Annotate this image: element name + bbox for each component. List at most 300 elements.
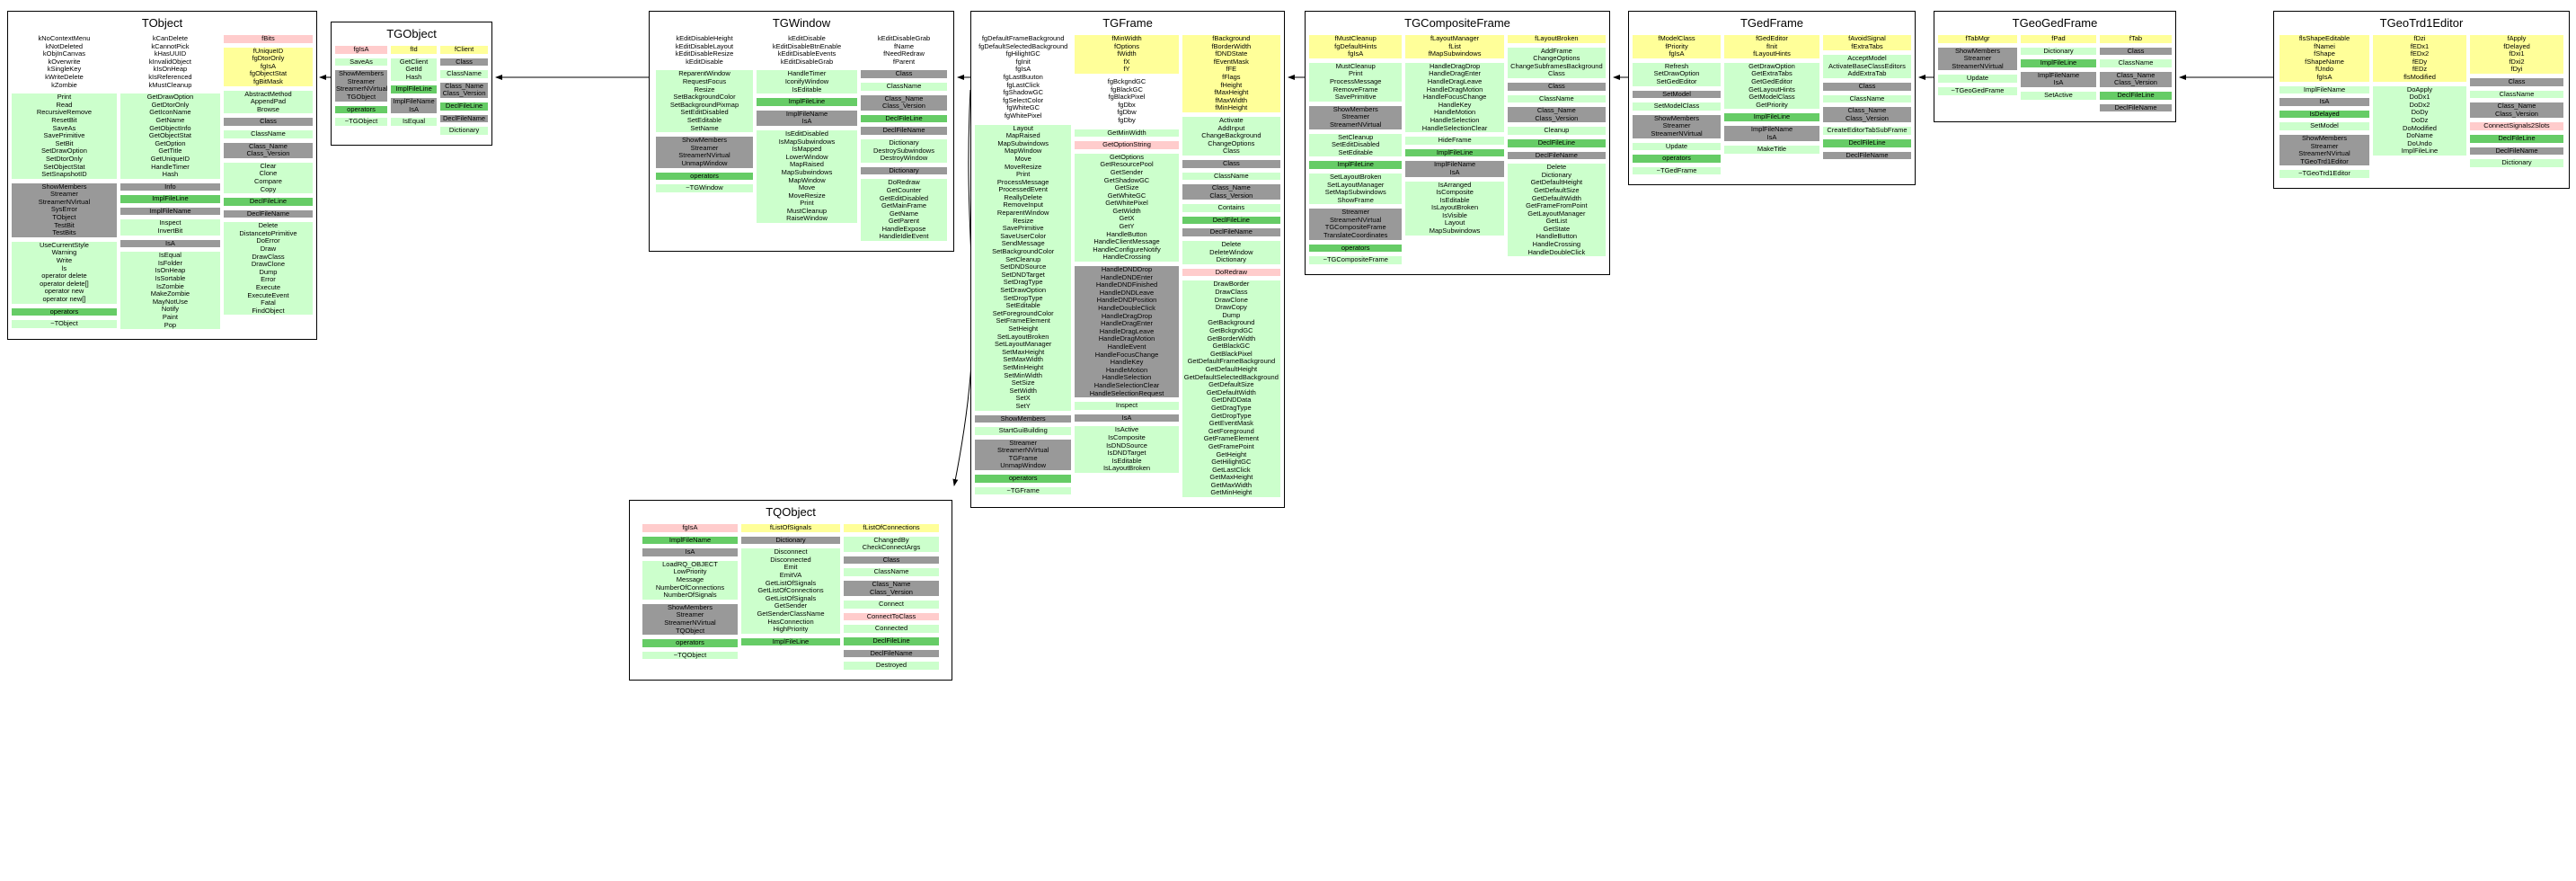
member-item[interactable]: IsVisible <box>1442 210 1467 219</box>
member-item[interactable]: SetDrawOption <box>41 147 87 156</box>
member-item[interactable]: HandleDragMotion <box>1098 334 1155 343</box>
member-item[interactable]: RemoveInput <box>1003 200 1043 209</box>
member-item[interactable]: TGFrame <box>1008 453 1038 462</box>
member-item[interactable]: Refresh <box>1664 61 1689 70</box>
member-item[interactable]: Class <box>1222 158 1240 167</box>
member-item[interactable]: MoveResize <box>788 191 826 200</box>
member-item[interactable]: HandleSelection <box>1102 373 1152 382</box>
member-item[interactable]: ImplFileLine <box>395 85 432 93</box>
member-item[interactable]: fgIsA <box>682 523 698 531</box>
member-item[interactable]: DrawClass <box>252 252 285 261</box>
member-item[interactable]: Class_Name <box>1536 106 1576 115</box>
member-item[interactable]: GetWhiteGC <box>1107 191 1146 200</box>
member-item[interactable]: kCannotPick <box>151 41 190 50</box>
member-item[interactable]: ImplFileLine <box>1753 112 1791 121</box>
member-item[interactable]: SetMapSubwindows <box>1324 188 1386 197</box>
member-item[interactable]: SaveAs <box>350 57 373 66</box>
class-box-tgedframe[interactable] <box>1628 11 1916 185</box>
member-item[interactable]: Compare <box>254 176 282 185</box>
member-item[interactable]: Write <box>56 256 73 265</box>
member-item[interactable]: Notify <box>161 305 179 314</box>
member-item[interactable]: Inspect <box>1115 401 1138 410</box>
member-item[interactable]: Fatal <box>261 298 276 307</box>
member-item[interactable]: IsA <box>2053 78 2064 87</box>
member-item[interactable]: ~TGWindow <box>686 183 723 192</box>
member-item[interactable]: MakeTitle <box>1757 145 1787 154</box>
member-item[interactable]: IsA <box>685 547 695 556</box>
member-item[interactable]: GetDefaultHeight <box>1205 364 1258 373</box>
member-item[interactable]: Streamer <box>1662 121 1691 130</box>
member-item[interactable]: ImplFileName <box>2037 70 2080 79</box>
member-item[interactable]: ls <box>61 263 67 272</box>
member-item[interactable]: GetFrameFromPoint <box>1526 201 1588 210</box>
member-item[interactable]: kEditDisableResize <box>675 49 734 58</box>
member-item[interactable]: DrawBorder <box>1213 280 1250 289</box>
member-item[interactable]: kSingleKey <box>47 65 82 74</box>
member-item[interactable]: fgWhitePixel <box>1004 111 1042 120</box>
member-item[interactable]: fExtraTabs <box>1851 41 1883 50</box>
member-item[interactable]: fEDy <box>2412 57 2428 66</box>
member-item[interactable]: DoRedraw <box>888 178 920 187</box>
member-item[interactable]: DeclFileLine <box>885 113 923 122</box>
member-item[interactable]: Class_Version <box>246 149 290 158</box>
member-item[interactable]: IsLayoutBroken <box>1431 203 1479 212</box>
member-item[interactable]: fParent <box>892 57 916 66</box>
member-item[interactable]: GetDefaultHeight <box>1530 178 1583 187</box>
member-item[interactable]: GetMaxHeight <box>1209 473 1253 482</box>
member-item[interactable]: fId <box>410 45 418 53</box>
member-item[interactable]: IsEqual <box>158 251 181 260</box>
member-item[interactable]: kInvalidObject <box>148 57 191 66</box>
member-item[interactable]: DeclFileName <box>1209 227 1253 236</box>
member-item[interactable]: fListOfSignals <box>769 523 812 531</box>
member-item[interactable]: DestroySubwindows <box>873 146 934 155</box>
member-item[interactable]: ImplFileName <box>1433 160 1476 169</box>
member-item[interactable]: SetY <box>1015 401 1031 410</box>
member-item[interactable]: GetOptions <box>1110 152 1144 161</box>
member-item[interactable]: SetBackgroundColor <box>673 93 736 102</box>
member-item[interactable]: TGCompositeFrame <box>1324 223 1386 232</box>
member-item[interactable]: Class <box>882 555 900 564</box>
member-item[interactable]: ChangeBackground <box>1201 131 1261 140</box>
member-item[interactable]: ImplFileName <box>393 96 435 105</box>
member-item[interactable]: ~TGObject <box>344 117 378 126</box>
member-item[interactable]: Streamer <box>1009 438 1038 447</box>
member-item[interactable]: MakeZombie <box>150 289 190 298</box>
member-item[interactable]: operators <box>676 638 704 647</box>
member-item[interactable]: fMapSubwindows <box>1428 49 1482 58</box>
member-item[interactable]: SavePrimitive <box>1002 224 1044 233</box>
member-item[interactable]: UnmapWindow <box>681 158 728 167</box>
member-item[interactable]: DoDz <box>2411 115 2429 124</box>
member-item[interactable]: ~TObject <box>50 319 78 328</box>
member-item[interactable]: ~TGFrame <box>1006 485 1040 494</box>
member-item[interactable]: ConnectSignals2Slots <box>2483 121 2550 130</box>
member-item[interactable]: kWriteDelete <box>45 72 84 81</box>
member-item[interactable]: MustCleanup <box>786 206 828 215</box>
member-item[interactable]: Dictionary <box>1541 170 1572 179</box>
member-item[interactable]: HandleConfigureNotify <box>1093 245 1161 254</box>
member-item[interactable]: fMinWidth <box>1111 34 1142 42</box>
member-item[interactable]: Class <box>1547 81 1565 90</box>
member-item[interactable]: DeclFileLine <box>445 101 483 110</box>
member-item[interactable]: GetForeground <box>1208 426 1254 435</box>
member-item[interactable]: ClassName <box>1538 93 1574 102</box>
member-item[interactable]: GetId <box>405 65 422 74</box>
member-item[interactable]: ImplFileLine <box>788 97 826 106</box>
member-item[interactable]: IsFolder <box>157 258 182 267</box>
member-item[interactable]: DeclFileLine <box>1848 138 1886 147</box>
member-item[interactable]: GetEventMask <box>1208 419 1253 428</box>
member-item[interactable]: operators <box>347 104 376 113</box>
member-item[interactable]: fTab <box>2129 34 2143 42</box>
member-item[interactable]: ReparentWindow <box>678 69 730 78</box>
member-item[interactable]: GetMinWidth <box>1107 128 1146 137</box>
member-item[interactable]: DoModified <box>2403 123 2437 132</box>
member-item[interactable]: SaveUserColor <box>1000 231 1047 240</box>
member-item[interactable]: GetSize <box>1114 183 1139 192</box>
member-item[interactable]: HandleMotion <box>1105 365 1148 374</box>
member-item[interactable]: HandleMotion <box>1433 108 1476 117</box>
member-item[interactable]: DeclFileName <box>1846 150 1889 159</box>
member-item[interactable]: fOptions <box>1114 41 1139 50</box>
class-box-tgwindow[interactable] <box>649 11 954 252</box>
member-item[interactable]: DeclFileLine <box>1212 215 1250 224</box>
member-item[interactable]: kEditDisable <box>686 57 723 66</box>
member-item[interactable]: GetMinHeight <box>1210 488 1253 497</box>
member-item[interactable]: GetWhitePixel <box>1105 199 1148 208</box>
member-item[interactable]: ShowMembers <box>1654 113 1700 122</box>
member-item[interactable]: ProcessMessage <box>1329 76 1382 85</box>
member-item[interactable]: DeleteWindow <box>1209 247 1253 256</box>
member-item[interactable]: GetDefaultSize <box>1208 380 1254 389</box>
member-item[interactable]: IsDelayed <box>2309 109 2340 118</box>
member-item[interactable]: UnmapWindow <box>1000 461 1047 470</box>
member-item[interactable]: Print <box>1349 69 1363 78</box>
member-item[interactable]: GetWidth <box>1112 206 1141 215</box>
member-item[interactable]: Layout <box>1013 123 1033 132</box>
member-item[interactable]: IsA <box>801 117 812 126</box>
member-item[interactable]: kEditDisableBtnEnable <box>772 41 842 50</box>
member-item[interactable]: operators <box>1662 154 1691 163</box>
member-item[interactable]: GetSenderClassName <box>757 609 825 618</box>
member-item[interactable]: Class_Version <box>870 587 913 596</box>
member-item[interactable]: kEditDisableEvents <box>777 49 837 58</box>
member-item[interactable]: MapRaised <box>1005 131 1040 140</box>
member-item[interactable]: TGeoTrd1Editor <box>2300 156 2349 165</box>
member-item[interactable]: fPriority <box>1665 41 1688 50</box>
member-item[interactable]: GetFramePoint <box>1208 441 1254 450</box>
member-item[interactable]: fgSelectColor <box>1003 95 1044 104</box>
member-item[interactable]: fHeight <box>1220 80 1243 89</box>
member-item[interactable]: MayNotUse <box>152 297 188 306</box>
member-item[interactable]: ~TGCompositeFrame <box>1323 255 1388 264</box>
member-item[interactable]: kObjInCanvas <box>42 49 86 58</box>
member-item[interactable]: SetSize <box>1011 378 1035 387</box>
member-item[interactable]: SetBit <box>55 138 74 147</box>
member-item[interactable]: Class_Name <box>1211 183 1251 192</box>
member-item[interactable]: IsDNDSource <box>1106 440 1147 449</box>
member-item[interactable]: SetGedEditor <box>1656 76 1697 85</box>
member-item[interactable]: GetBorderWidth <box>1207 334 1256 343</box>
member-item[interactable]: Destroyed <box>875 661 907 670</box>
member-item[interactable]: SetEditDisabled <box>1332 140 1380 149</box>
member-item[interactable]: HandleSelectionClear <box>1093 380 1160 389</box>
member-item[interactable]: TGObject <box>346 92 376 101</box>
member-item[interactable]: Emit <box>783 563 798 572</box>
member-item[interactable]: fList <box>1448 41 1461 50</box>
member-item[interactable]: IsMapSubwindows <box>778 137 836 146</box>
member-item[interactable]: HandleSelectionRequest <box>1089 388 1164 397</box>
member-item[interactable]: SetMaxWidth <box>1003 355 1043 364</box>
member-item[interactable]: Dictionary <box>889 165 919 174</box>
member-item[interactable]: fBackground <box>1212 34 1251 42</box>
member-item[interactable]: fgWhiteGC <box>1006 103 1040 112</box>
member-item[interactable]: Class <box>1858 81 1876 90</box>
member-item[interactable]: fInit <box>1766 41 1778 50</box>
member-item[interactable]: Class <box>2508 76 2526 85</box>
member-item[interactable]: GetTitle <box>158 147 182 156</box>
member-item[interactable]: IsSortable <box>155 274 186 283</box>
member-item[interactable]: fName <box>893 41 915 50</box>
member-item[interactable]: fWidth <box>1117 49 1137 58</box>
member-item[interactable]: fgIsA <box>1015 65 1031 74</box>
member-item[interactable]: IsEditable <box>792 85 822 93</box>
member-item[interactable]: Pop <box>164 320 177 329</box>
member-item[interactable]: IsEditDisabled <box>785 129 828 138</box>
member-item[interactable]: fModelClass <box>1658 34 1695 42</box>
member-item[interactable]: SetHeight <box>1008 324 1039 333</box>
member-item[interactable]: GetDefaultSelectedBackground <box>1183 372 1279 381</box>
member-item[interactable]: HandleDoubleClick <box>1098 304 1155 312</box>
member-item[interactable]: operators <box>49 307 79 316</box>
member-item[interactable]: DeclFileName <box>246 209 289 218</box>
member-item[interactable]: IsDNDTarget <box>1107 449 1146 458</box>
member-item[interactable]: Move <box>1014 154 1031 163</box>
member-item[interactable]: kHasUUID <box>154 49 187 58</box>
member-item[interactable]: kZombie <box>51 80 77 89</box>
member-item[interactable]: GetPriority <box>1756 100 1788 109</box>
member-item[interactable]: HandleTimer <box>151 162 190 171</box>
member-item[interactable]: fTabMgr <box>1965 34 1990 42</box>
member-item[interactable]: fgBlackPixel <box>1108 93 1146 102</box>
member-item[interactable]: SetName <box>690 123 719 132</box>
class-box-tgobject[interactable] <box>331 22 492 146</box>
member-item[interactable]: HandleKey <box>1110 358 1144 367</box>
member-item[interactable]: fApply <box>2507 34 2527 42</box>
member-item[interactable]: HandleExpose <box>881 224 926 233</box>
member-item[interactable]: TestBit <box>54 220 75 229</box>
member-item[interactable]: GetName <box>889 209 919 218</box>
member-item[interactable]: LowPriority <box>673 567 707 576</box>
member-item[interactable]: GetBckgndGC <box>1209 326 1253 334</box>
member-item[interactable]: ImplFileName <box>668 535 712 544</box>
member-item[interactable]: DistancetoPrimitive <box>239 228 297 237</box>
member-item[interactable]: Class_Version <box>2114 78 2157 87</box>
member-item[interactable]: GetDragType <box>1211 403 1252 412</box>
member-item[interactable]: Cleanup <box>1544 126 1570 135</box>
member-item[interactable]: Dump <box>259 267 278 276</box>
member-item[interactable]: fLayoutBroken <box>1535 34 1579 42</box>
member-item[interactable]: GetDtorOnly <box>151 100 190 109</box>
member-item[interactable]: fEventMask <box>1213 57 1249 66</box>
member-item[interactable]: SetX <box>1015 394 1031 403</box>
member-item[interactable]: Execute <box>255 283 280 292</box>
member-item[interactable]: Class <box>1222 147 1240 156</box>
member-item[interactable]: ShowMembers <box>681 136 728 145</box>
member-item[interactable]: Warning <box>51 248 77 257</box>
member-item[interactable]: SetForegroundColor <box>992 308 1054 317</box>
member-item[interactable]: HandleButton <box>1536 232 1578 241</box>
member-item[interactable]: ~TGeoTrd1Editor <box>2298 169 2350 178</box>
member-item[interactable]: DoName <box>2406 131 2433 140</box>
member-item[interactable]: HandleKey <box>1438 100 1472 109</box>
member-item[interactable]: StreamerNVirtual <box>664 618 716 627</box>
member-item[interactable]: fgDefaultSelectedBackground <box>978 41 1068 50</box>
member-item[interactable]: ClassName <box>2499 89 2535 98</box>
member-item[interactable]: Resize <box>1013 216 1034 225</box>
member-item[interactable]: ShowMembers <box>41 182 87 191</box>
member-item[interactable]: GetFrameElement <box>1203 434 1259 443</box>
member-item[interactable]: fEDx2 <box>2410 49 2430 58</box>
member-item[interactable]: DeclFileName <box>2495 146 2538 155</box>
member-item[interactable]: AddInput <box>1217 123 1245 132</box>
member-item[interactable]: Paint <box>162 313 178 321</box>
member-item[interactable]: ClassName <box>873 567 909 576</box>
member-item[interactable]: GetDefaultFrameBackground <box>1187 357 1276 366</box>
member-item[interactable]: SysError <box>50 205 78 214</box>
member-item[interactable]: Class_Version <box>882 102 925 111</box>
member-item[interactable]: SetDNDTarget <box>1001 270 1045 279</box>
member-item[interactable]: fDzi <box>2413 34 2426 42</box>
member-item[interactable]: StreamerNVirtual <box>336 85 388 93</box>
member-item[interactable]: SetEditable <box>686 115 722 124</box>
member-item[interactable]: GetList <box>1545 217 1568 226</box>
member-item[interactable]: MapSubwindows <box>997 138 1049 147</box>
member-item[interactable]: SetFrameElement <box>996 316 1050 325</box>
member-item[interactable]: GetBlackGC <box>1212 342 1251 351</box>
member-item[interactable]: Streamer <box>50 190 78 199</box>
member-item[interactable]: fDxi1 <box>2509 49 2525 58</box>
member-item[interactable]: EmitVA <box>779 570 802 579</box>
member-item[interactable]: HandleButton <box>1106 229 1147 238</box>
member-item[interactable]: Hash <box>405 72 422 81</box>
member-item[interactable]: SetLayoutBroken <box>996 332 1049 341</box>
member-item[interactable]: HandleDragLeave <box>1427 76 1483 85</box>
member-item[interactable]: operator new <box>44 287 84 296</box>
member-item[interactable]: GetExtraTabs <box>1751 69 1793 78</box>
member-item[interactable]: fY <box>1123 65 1130 74</box>
member-item[interactable]: ShowMembers <box>1332 104 1378 113</box>
member-item[interactable]: Dictionary <box>889 138 919 147</box>
member-item[interactable]: LowerWindow <box>785 152 828 161</box>
member-item[interactable]: GetShadowGC <box>1103 175 1150 184</box>
member-item[interactable]: Clear <box>260 161 277 170</box>
member-item[interactable]: SendMessage <box>1001 239 1045 248</box>
member-item[interactable]: fgHilightGC <box>1005 49 1040 58</box>
member-item[interactable]: ShowFrame <box>1337 195 1374 204</box>
member-item[interactable]: HandleCrossing <box>1102 253 1151 262</box>
member-item[interactable]: fListOfConnections <box>863 523 920 531</box>
member-item[interactable]: fgLastClick <box>1006 80 1040 89</box>
member-item[interactable]: HandleDoubleClick <box>1527 247 1586 256</box>
member-item[interactable]: kEditDisable <box>788 34 826 42</box>
member-item[interactable]: HandleDragEnter <box>1101 319 1153 328</box>
member-item[interactable]: fDelayed <box>2503 41 2530 50</box>
member-item[interactable]: fMaxHeight <box>1214 88 1249 97</box>
member-item[interactable]: fLayoutHints <box>1753 49 1791 58</box>
member-item[interactable]: fShape <box>2314 49 2335 58</box>
member-item[interactable]: fFlags <box>1222 72 1241 81</box>
member-item[interactable]: GetX <box>1119 214 1135 223</box>
member-item[interactable]: Draw <box>260 245 277 254</box>
member-item[interactable]: fShapeName <box>2305 57 2344 66</box>
member-item[interactable]: SetMinWidth <box>1004 370 1042 379</box>
member-item[interactable]: SetLayoutManager <box>1327 180 1385 189</box>
member-item[interactable]: ProcessMessage <box>996 177 1049 186</box>
member-item[interactable]: InvertBit <box>157 227 183 236</box>
member-item[interactable]: ResetBit <box>51 115 77 124</box>
member-item[interactable]: GetListOfConnections <box>757 586 824 595</box>
member-item[interactable]: DoError <box>256 236 280 245</box>
member-item[interactable]: Class_Version <box>1209 191 1253 200</box>
member-item[interactable]: ImplFileName <box>785 109 828 118</box>
member-item[interactable]: IsA <box>409 104 419 113</box>
class-box-tgeogedframe[interactable] <box>1934 11 2176 122</box>
member-item[interactable]: GetModelClass <box>1748 93 1795 102</box>
member-item[interactable]: GetBackground <box>1208 318 1255 327</box>
member-item[interactable]: ShowMembers <box>667 602 713 611</box>
member-item[interactable]: Class <box>2127 46 2145 55</box>
member-item[interactable]: CheckConnectArgs <box>862 543 921 552</box>
member-item[interactable]: TQObject <box>675 626 705 635</box>
member-item[interactable]: Info <box>164 182 176 191</box>
member-item[interactable]: fClient <box>454 45 474 53</box>
member-item[interactable]: fgBckgndGC <box>1107 76 1146 85</box>
member-item[interactable]: Dictionary <box>2501 158 2532 167</box>
member-item[interactable]: fFE <box>1226 65 1237 74</box>
member-item[interactable]: Class <box>895 69 913 78</box>
member-item[interactable]: fX <box>1123 57 1130 66</box>
member-item[interactable]: Class <box>1547 69 1565 78</box>
member-item[interactable]: fDxi2 <box>2509 57 2525 66</box>
member-item[interactable]: Class_Name <box>2116 70 2156 79</box>
member-item[interactable]: Error <box>261 275 276 284</box>
member-item[interactable]: fBorderWidth <box>1211 41 1252 50</box>
member-item[interactable]: StreamerNVirtual <box>1952 61 2004 70</box>
member-item[interactable]: kIsReferenced <box>148 72 192 81</box>
member-item[interactable]: RaiseWindow <box>786 214 828 223</box>
member-item[interactable]: SetObjectStat <box>43 162 85 171</box>
member-item[interactable]: IsA <box>164 238 175 247</box>
member-item[interactable]: GetObjectStat <box>148 131 191 140</box>
member-item[interactable]: DestroyWindow <box>880 154 928 163</box>
member-item[interactable]: SetMinHeight <box>1003 362 1044 371</box>
member-item[interactable]: Hash <box>162 170 179 179</box>
member-item[interactable]: operator new[] <box>42 295 86 303</box>
member-item[interactable]: Inspect <box>159 218 181 227</box>
member-item[interactable]: Class <box>260 117 277 126</box>
member-item[interactable]: ChangeSubframesBackground <box>1510 61 1603 70</box>
member-item[interactable]: Class_Version <box>2495 109 2538 118</box>
member-item[interactable]: fgBitMask <box>252 76 283 85</box>
member-item[interactable]: ChangeOptions <box>1533 54 1580 63</box>
member-item[interactable]: Print <box>800 199 814 208</box>
member-item[interactable]: GetListOfSignals <box>765 593 817 602</box>
member-item[interactable]: Class_Version <box>1845 113 1889 122</box>
member-item[interactable]: MapSubwindows <box>1429 227 1481 236</box>
member-item[interactable]: Move <box>798 183 816 192</box>
